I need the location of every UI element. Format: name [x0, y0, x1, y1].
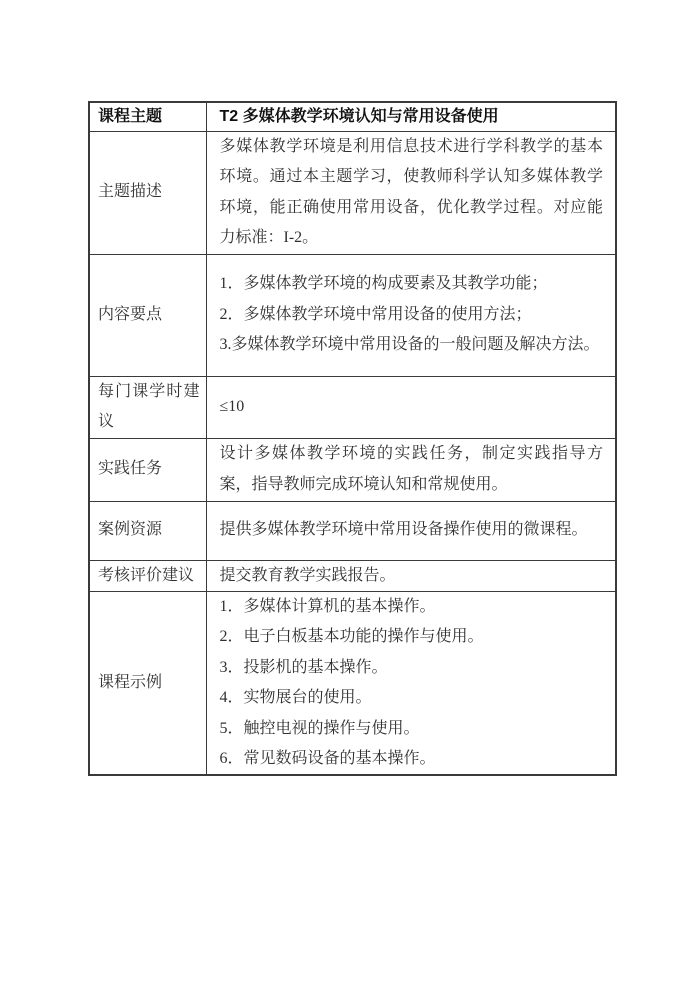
row-label: 课程示例 — [89, 591, 206, 775]
course-topic-table — [88, 101, 617, 776]
header-label-cell: 课程主题 — [89, 102, 206, 131]
table-row-topic-description — [89, 131, 616, 254]
row-label: 内容要点 — [89, 254, 206, 376]
content-line: 3.多媒体教学环境中常用设备的一般问题及解决方法。 — [219, 336, 600, 354]
row-content — [206, 560, 616, 591]
content-line: 设计多媒体教学环境的实践任务，制定实践指导方案，指导教师完成环境认知和常规使用。 — [219, 445, 603, 493]
row-label: 考核评价建议 — [89, 560, 206, 591]
content-line: 2．电子白板基本功能的操作与使用。 — [219, 628, 484, 646]
row-label: 案例资源 — [89, 501, 206, 560]
header-value-cell: T2 多媒体教学环境认知与常用设备使用 — [206, 102, 616, 131]
content-line: 4．实物展台的使用。 — [219, 689, 372, 707]
content-line: ≤10 — [219, 397, 245, 415]
content-line: 提交教育教学实践报告。 — [219, 566, 396, 584]
row-content — [206, 376, 616, 438]
row-content — [206, 254, 616, 376]
row-content — [206, 591, 616, 775]
content-line: 多媒体教学环境是利用信息技术进行学科教学的基本环境。通过本主题学习，使教师科学认知多媒体教学环境，能正确使用常用设备，优化教学过程。对应能力标准：I-2。 — [219, 137, 603, 246]
content-line: 3．投影机的基本操作。 — [219, 658, 388, 676]
row-content — [206, 131, 616, 254]
content-line: 1．多媒体教学环境的构成要素及其教学功能； — [219, 275, 548, 293]
table-row-class-hours — [89, 376, 616, 438]
table-row-course-examples — [89, 591, 616, 775]
table-row-practice-task — [89, 438, 616, 501]
content-line: 5．触控电视的操作与使用。 — [219, 719, 420, 737]
row-content — [206, 501, 616, 560]
table-row-case-resources — [89, 501, 616, 560]
content-line: 6．常见数码设备的基本操作。 — [219, 749, 436, 767]
row-label: 实践任务 — [89, 438, 206, 501]
table-row-assessment-suggestion — [89, 560, 616, 591]
content-line: 2．多媒体教学环境中常用设备的使用方法； — [219, 305, 532, 323]
table-row-content-points — [89, 254, 616, 376]
table-row-header — [89, 102, 616, 131]
row-label: 主题描述 — [89, 131, 206, 254]
content-line: 1．多媒体计算机的基本操作。 — [219, 597, 436, 615]
row-label: 每门课学时建议 — [89, 376, 206, 438]
content-line: 提供多媒体教学环境中常用设备操作使用的微课程。 — [219, 521, 588, 539]
row-content — [206, 438, 616, 501]
